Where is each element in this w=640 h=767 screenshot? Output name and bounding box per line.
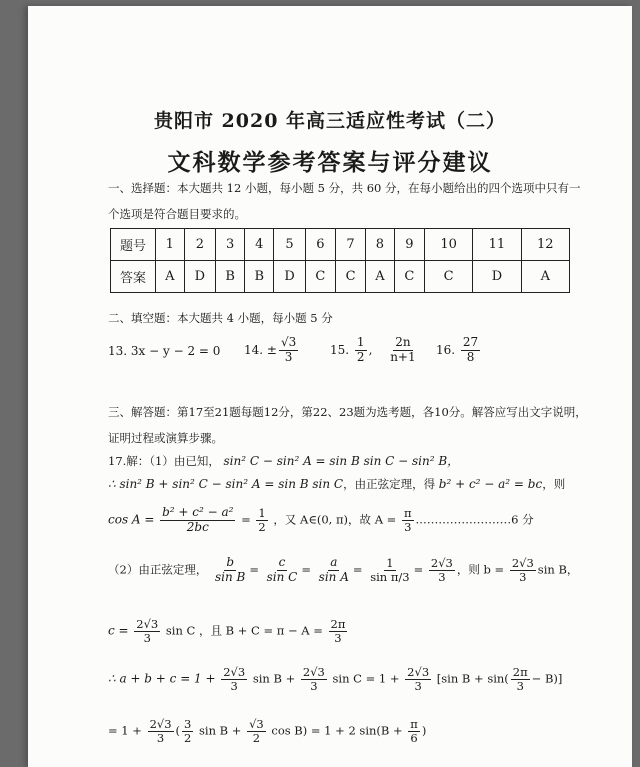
answer-table xyxy=(110,228,570,293)
denominator: sin B xyxy=(214,569,246,584)
answer-15a-fraction xyxy=(355,336,367,365)
fraction xyxy=(301,666,327,693)
answer-cell: A xyxy=(366,261,395,293)
denominator: sin C xyxy=(266,569,298,584)
numerator: 2π xyxy=(330,617,346,631)
question-number: 7 xyxy=(335,229,365,261)
question-number: 11 xyxy=(473,229,521,261)
question-number: 4 xyxy=(245,229,274,261)
answer-14-fraction xyxy=(279,336,298,365)
question-number: 8 xyxy=(366,229,395,261)
fraction xyxy=(247,718,266,745)
solution-text: （2）由正弦定理， xyxy=(108,562,208,577)
fraction xyxy=(265,556,300,585)
answer-cell: B xyxy=(245,261,274,293)
numerator: 2√3 xyxy=(136,617,159,631)
fraction xyxy=(402,507,414,534)
solution-text: ，又 A∈(0, π)，故 A = xyxy=(273,512,397,527)
answer-cell: B xyxy=(216,261,245,293)
solution-math: − B)] xyxy=(531,671,563,686)
question-number: 10 xyxy=(424,229,472,261)
denominator: sin A xyxy=(318,569,349,584)
fraction xyxy=(511,666,530,693)
denominator: 2bc xyxy=(186,519,209,534)
solution17-line4: （2）由正弦定理， $\frac{b}{\text{sin B}}$ = $\frac{c}{\text{sin C}}$ = $\frac{a}{\text{sin A}}$ = $\frac{1}{\text{sin π/3}}$ = $\frac{2√3}{3}$ ，则 b = $\frac{2√3}{3}$ sin B， xyxy=(108,555,579,584)
denominator: 3 xyxy=(516,679,524,694)
denominator: 3 xyxy=(284,349,293,364)
fraction xyxy=(408,718,420,745)
section2-heading: 二、填空题：本大题共 4 小题，每小题 5 分 xyxy=(108,311,333,325)
numerator: 2√3 xyxy=(430,555,453,570)
numerator: 2√3 xyxy=(407,665,430,679)
numerator: b xyxy=(226,555,234,569)
denominator: sin π/3 xyxy=(370,569,410,584)
fraction xyxy=(160,506,235,535)
solution-text: ，则 b = xyxy=(456,562,505,577)
fraction xyxy=(405,666,431,693)
numerator: 27 xyxy=(462,335,479,349)
answer-16 xyxy=(436,336,482,365)
fraction xyxy=(148,718,174,745)
numerator: π xyxy=(410,717,418,731)
denominator: 3 xyxy=(143,631,151,646)
solution-math: = xyxy=(241,512,251,527)
solution-math: ∴ sin² B + sin² C − sin² A = sin B sin C xyxy=(108,477,344,491)
solution17-line5 xyxy=(108,618,349,645)
answer-cell: C xyxy=(424,261,472,293)
denominator: 3 xyxy=(230,679,238,694)
numerator: 2π xyxy=(512,665,528,679)
exam-subtitle: 文科数学参考答案与评分建议 xyxy=(167,149,493,176)
solution-math: sin B + xyxy=(199,723,242,738)
row-header-number: 题号 xyxy=(111,229,156,261)
solution-math: ( xyxy=(175,723,181,738)
denominator: n+1 xyxy=(390,349,416,364)
numerator: √3 xyxy=(249,717,264,731)
denominator: 2 xyxy=(184,731,192,746)
section3-heading: 三、解答题：第17至21题每题12分，第22、23题为选考题，各10分。解答应写出文字说明， xyxy=(108,405,587,419)
document-page xyxy=(28,6,632,767)
score-marker: .……………………6 分 xyxy=(415,512,534,527)
solution-math: cos A = xyxy=(108,512,155,527)
question-number: 12 xyxy=(521,229,569,261)
solution-text: 17.解：（1）由已知， xyxy=(108,454,220,468)
solution-math: ∴ a + b + c = 1 + xyxy=(108,671,216,686)
answer-14-prefix: 14. ± xyxy=(244,342,277,357)
numerator: √3 xyxy=(280,335,297,349)
solution-text: ，则 xyxy=(542,477,566,491)
exam-title: 贵阳市 2020 年高三适应性考试（二） xyxy=(153,110,507,132)
fraction xyxy=(213,556,247,585)
denominator: 2 xyxy=(258,519,266,534)
denominator: 3 xyxy=(519,569,527,584)
section1-heading-cont: 个选项是符合题目要求的。 xyxy=(108,207,246,221)
solution-math: = 1 + xyxy=(108,723,142,738)
question-number: 9 xyxy=(394,229,424,261)
numerator: 2n xyxy=(395,335,411,349)
answer-16-prefix: 16. xyxy=(436,342,456,357)
answer-cell: C xyxy=(394,261,424,293)
numerator: a xyxy=(330,555,338,569)
question-number: 5 xyxy=(274,229,306,261)
solution-math: sin² C − sin² A = sin B sin C − sin² B， xyxy=(223,454,460,468)
row-header-answer: 答案 xyxy=(111,261,156,293)
answer-15-prefix: 15. xyxy=(330,342,350,357)
numerator: 2√3 xyxy=(511,555,534,570)
fraction xyxy=(134,618,160,645)
answer-15b-fraction xyxy=(388,336,417,365)
numerator: b² + c² − a² xyxy=(162,505,234,519)
solution-math: b² + c² − a² = bc xyxy=(438,477,543,491)
solution-math: sin B + xyxy=(252,671,296,686)
numerator: 2√3 xyxy=(149,717,172,731)
fraction xyxy=(221,666,247,693)
question-number: 2 xyxy=(184,229,216,261)
solution-text: sin C ，且 B + C = π − A = xyxy=(165,623,323,638)
answer-cell: D xyxy=(184,261,216,293)
solution-math: [sin B + sin( xyxy=(436,671,509,686)
answer-cell: C xyxy=(305,261,335,293)
solution17-line1 xyxy=(108,452,459,469)
fraction xyxy=(317,556,351,585)
denominator: 3 xyxy=(156,731,165,746)
numerator: π xyxy=(403,505,412,520)
question-number: 6 xyxy=(305,229,335,261)
solution-math: sin C = 1 + xyxy=(332,671,400,686)
fraction xyxy=(429,557,455,584)
question-number-row xyxy=(111,229,570,261)
answer-15: 15. $\frac{1}{2}$ , $\frac{2n}{n+1}$ xyxy=(330,335,416,364)
solution-math: ) xyxy=(421,723,427,738)
denominator: 6 xyxy=(410,731,418,746)
solution-math: c = xyxy=(108,623,129,638)
numerator: c xyxy=(278,555,286,569)
section3-heading-cont: 证明过程或演算步骤。 xyxy=(108,431,223,445)
answer-row xyxy=(111,261,570,293)
denominator: 3 xyxy=(334,631,342,646)
numerator: 3 xyxy=(184,717,192,731)
fraction xyxy=(256,507,267,534)
denominator: 3 xyxy=(414,679,422,694)
solution-math: cos B) = 1 + 2 sin(B + xyxy=(271,723,403,738)
numerator: 1 xyxy=(386,555,394,570)
denominator: 3 xyxy=(438,569,446,584)
denominator: 8 xyxy=(466,349,475,364)
answer-cell: C xyxy=(335,261,365,293)
solution17-line3 xyxy=(108,506,534,535)
solution-text: ，由正弦定理，得 xyxy=(343,477,436,491)
denominator: 2 xyxy=(252,731,261,746)
answer-13 xyxy=(108,344,220,358)
question-number: 1 xyxy=(156,229,185,261)
solution17-line7 xyxy=(108,718,426,745)
solution17-line2 xyxy=(108,476,565,492)
section1-heading: 一、选择题：本大题共 12 小题，每小题 5 分，共 60 分，在每小题给出的四个选项中只有一 xyxy=(108,181,581,195)
fraction xyxy=(329,618,348,645)
denominator: 3 xyxy=(310,679,318,694)
numerator: 2√3 xyxy=(223,665,246,679)
answer-cell: D xyxy=(274,261,306,293)
fraction xyxy=(368,557,411,584)
numerator: 2√3 xyxy=(302,665,325,679)
numerator: 1 xyxy=(258,505,266,520)
fraction xyxy=(182,718,193,745)
answer-cell: A xyxy=(156,261,185,293)
answer-16-fraction xyxy=(461,336,480,365)
solution-text: sin B， xyxy=(537,562,579,577)
answer-cell: D xyxy=(473,261,521,293)
denominator: 2 xyxy=(356,349,365,364)
answer-14 xyxy=(244,336,300,365)
denominator: 3 xyxy=(404,519,412,534)
fraction xyxy=(510,557,536,584)
numerator: 1 xyxy=(356,335,365,349)
answer-13-text: 13. 3x − y − 2 = 0 xyxy=(108,344,221,358)
answer-cell: A xyxy=(521,261,569,293)
solution17-line6 xyxy=(108,666,562,693)
question-number: 3 xyxy=(216,229,245,261)
